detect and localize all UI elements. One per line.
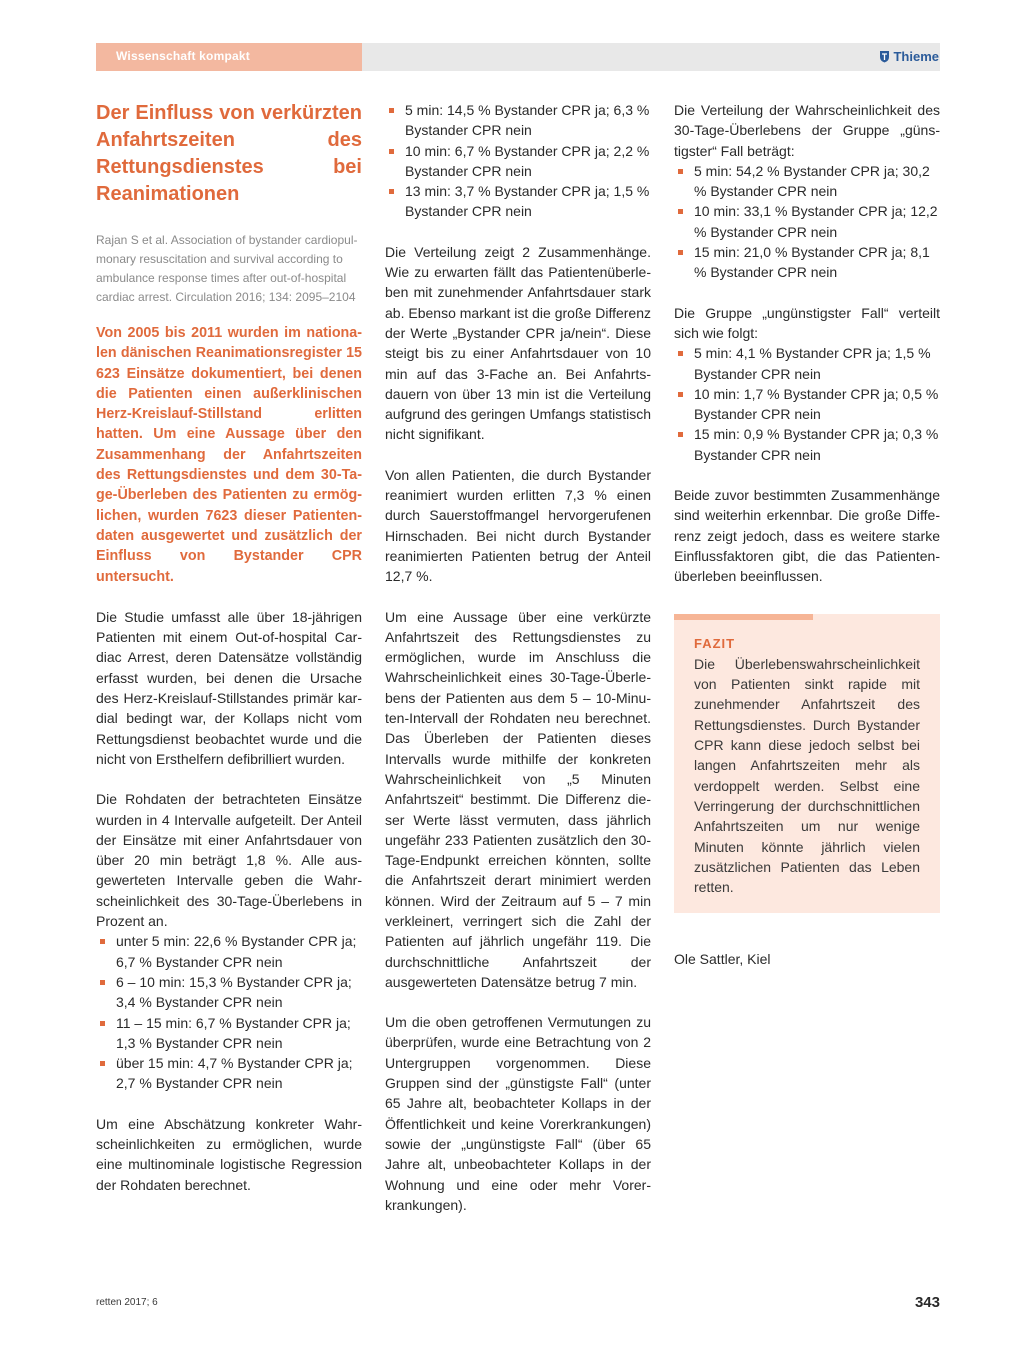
interval-list bbox=[96, 931, 362, 1093]
column-2 bbox=[385, 100, 651, 1215]
paragraph-raw-data: Die Rohdaten der betrachteten Einsätze wurden in 4 Intervalle aufgeteilt. Der Anteil der Einsätze mit einer Anfahrtsdauer von über 20 min beträgt 1,8 %. Alle ausgewerteten Intervalle geben die Wahrscheinlichkeit des 30-Tage-Überlebens in Prozent an. bbox=[96, 791, 362, 930]
lead-paragraph: Von 2005 bis 2011 wurden im nationalen dänischen Reanimationsregister 15 623 Einsätze dokumentiert, bei denen die Patienten einen außerklinischen Herz-Kreislauf-Stillstand erlitten hatten. Um eine Aussage über den Zusammenhang der Anfahrtszeiten des Rettungsdienstes und dem 30-Tage-Überleben des Patienten zu ermöglichen, wurden 7623 dieser Patientendaten ausgewertet und zusätzlich der Einfluss von Bystander CPR untersucht. bbox=[96, 325, 362, 585]
article-title: Der Einfluss von verkürzten Anfahrtszeiten des Rettungsdienstes bei Reanimationen bbox=[96, 102, 362, 205]
paragraph-worst-case: Die Gruppe „ungünstigster Fall“ verteilt sich wie folgt: bbox=[674, 304, 940, 341]
regression-list bbox=[385, 100, 651, 222]
paragraph-hypoxia: Von allen Patienten, die durch Bystander reanimiert wurden erlitten 7,3 % einen durch Sauerstoffmangel hervorgerufenen Hirnschaden. Bei nicht durch Bystander reanimierten Patienten betrug der Anteil 12,7 %. bbox=[385, 466, 651, 585]
list-item: 15 min: 21,0 % Bystander CPR ja; 8,1 % Bystander CPR nein bbox=[674, 242, 940, 283]
fazit-heading: FAZIT bbox=[694, 635, 736, 651]
list-item: 10 min: 1,7 % Bystander CPR ja; 0,5 % Bystander CPR nein bbox=[674, 384, 940, 425]
author: Ole Sattler, Kiel bbox=[674, 951, 771, 968]
list-item: 11 – 15 min: 6,7 % Bystander CPR ja; 1,3 % Bystander CPR nein bbox=[96, 1013, 362, 1054]
page-number: 343 bbox=[914, 1294, 940, 1311]
list-item: 5 min: 54,2 % Bystander CPR ja; 30,2 % Bystander CPR nein bbox=[674, 161, 940, 202]
paragraph-best-case: Die Verteilung der Wahrscheinlichkeit des 30-Tage-Überlebens der Gruppe „günstigster“ Fall beträgt: bbox=[674, 102, 940, 159]
list-item: 6 – 10 min: 15,3 % Bystander CPR ja; 3,4 % Bystander CPR nein bbox=[96, 972, 362, 1013]
list-item: 15 min: 0,9 % Bystander CPR ja; 0,3 % Bystander CPR nein bbox=[674, 424, 940, 465]
column-3 bbox=[674, 100, 940, 970]
paragraph-shortened-time: Um eine Aussage über eine verkürzte Anfahrtszeit des Rettungsdienstes zu ermöglichen, wurde im Anschluss die Wahrscheinlichkeit eines 30-Tage-Überlebens der Patienten aus dem 5 – 10-Minuten-Intervall der Rohdaten neu berechnet. Das Überleben der Patienten dieses Intervalls wurde mithilfe der konkreten Wahrscheinlichkeit von „5 Minuten Anfahrtszeit“ bestimmt. Die Differenz dieser Werte lässt vermuten, dass jährlich ungefähr 233 Patienten zusätzlich den 30-Tage-Endpunkt erreichen könnten, sollte die Anfahrtszeit derart minimiert werden können. Wird der Zeitraum auf 5 – 7 min verkleinert, verringert sich die Zahl der Patienten auf jährlich ungefähr 119. Die durchschnittliche Anfahrtszeit der ausgewerteten Datensätze betrug 7 min. bbox=[385, 608, 651, 990]
list-item: 5 min: 4,1 % Bystander CPR ja; 1,5 % Bystander CPR nein bbox=[674, 343, 940, 384]
fazit-box bbox=[674, 614, 940, 914]
best-case-list bbox=[674, 161, 940, 283]
list-item: 10 min: 33,1 % Bystander CPR ja; 12,2 % Bystander CPR nein bbox=[674, 201, 940, 242]
citation: Rajan S et al. Association of bystander cardiopulmonary resuscitation and survival according to ambulance response times after out-of-hospital cardiac arrest. Circulation 2016; 134: 2095–2104 bbox=[96, 233, 358, 304]
journal-reference: retten 2017; 6 bbox=[96, 1297, 158, 1308]
paragraph-subgroups: Um die oben getroffenen Vermutungen zu überprüfen, wurde eine Betrachtung von 2 Untergruppen vorgenommen. Diese Gruppen sind der „günstigste Fall“ (unter 65 Jahre alt, beobachteter Kollaps in der Öffentlichkeit und keine Vorerkrankungen) sowie der „ungünstigste Fall“ (über 65 Jahre alt, unbeobachteter Kollaps in der Wohnung und eine oder mehr Vorerkrankungen). bbox=[385, 1014, 651, 1213]
paragraph-study: Die Studie umfasst alle über 18-jährigen Patienten mit einem Out-of-hospital Cardiac Arrest, deren Datensätze vollständig erfasst wurden, bei denen die Ursache des Herz-Kreislauf-Stillstandes primär kardial bedingt war, der Kollaps nicht vom Rettungsdienst beobachtet wurde und die nicht von Ersthelfern defibrilliert wurden. bbox=[96, 608, 362, 767]
publisher-logo bbox=[879, 49, 939, 64]
column-1 bbox=[96, 100, 362, 1195]
list-item: 10 min: 6,7 % Bystander CPR ja; 2,2 % Bystander CPR nein bbox=[385, 141, 651, 182]
list-item: über 15 min: 4,7 % Bystander CPR ja; 2,7 % Bystander CPR nein bbox=[96, 1053, 362, 1094]
worst-case-list bbox=[674, 343, 940, 465]
list-item: 5 min: 14,5 % Bystander CPR ja; 6,3 % Bystander CPR nein bbox=[385, 100, 651, 141]
list-item: 13 min: 3,7 % Bystander CPR ja; 1,5 % Bystander CPR nein bbox=[385, 181, 651, 222]
paragraph-conclusion: Beide zuvor bestimmten Zusammenhänge sind weiterhin erkennbar. Die große Differenz zeigt jedoch, dass es weitere starke Einflussfaktoren gibt, die das Patientenüberleben beeinflussen. bbox=[674, 487, 940, 585]
paragraph-regression: Um eine Abschätzung konkreter Wahrscheinlichkeiten zu ermöglichen, wurde eine multinominale logistische Regression der Rohdaten berechnet. bbox=[96, 1115, 362, 1193]
brand-name: Thieme bbox=[893, 49, 939, 64]
list-item: unter 5 min: 22,6 % Bystander CPR ja; 6,7 % Bystander CPR nein bbox=[96, 931, 362, 972]
section-label: Wissenschaft kompakt bbox=[116, 49, 250, 63]
fazit-accent-bar bbox=[674, 614, 813, 620]
paragraph-distribution: Die Verteilung zeigt 2 Zusammenhänge. Wie zu erwarten fällt das Patientenüberleben mit zunehmender Anfahrtsdauer stark ab. Ebenso markant ist die große Differenz der Werte „Bystander CPR ja/nein“. Diese steigt bis zu einer Anfahrtsdauer von 10 min auf das 3-Fache an. Bei Anfahrtsdauern von über 13 min ist die Verteilung aufgrund des geringen Umfangs statistisch nicht signifikant. bbox=[385, 243, 651, 443]
thieme-shield-icon bbox=[879, 50, 890, 63]
fazit-text: Die Überlebenswahrscheinlichkeit von Patienten sinkt rapide mit zunehmender Anfahrtszeit des Rettungsdienstes. Durch Bystander CPR kann diese jedoch selbst bei langen Anfahrtszeiten mehr als verdoppelt werden. Selbst eine Verringerung der durchschnittlichen Anfahrtszeiten um nur wenige Minuten könnte jährlich vielen zusätzlichen Patienten das Leben retten. bbox=[694, 655, 920, 896]
